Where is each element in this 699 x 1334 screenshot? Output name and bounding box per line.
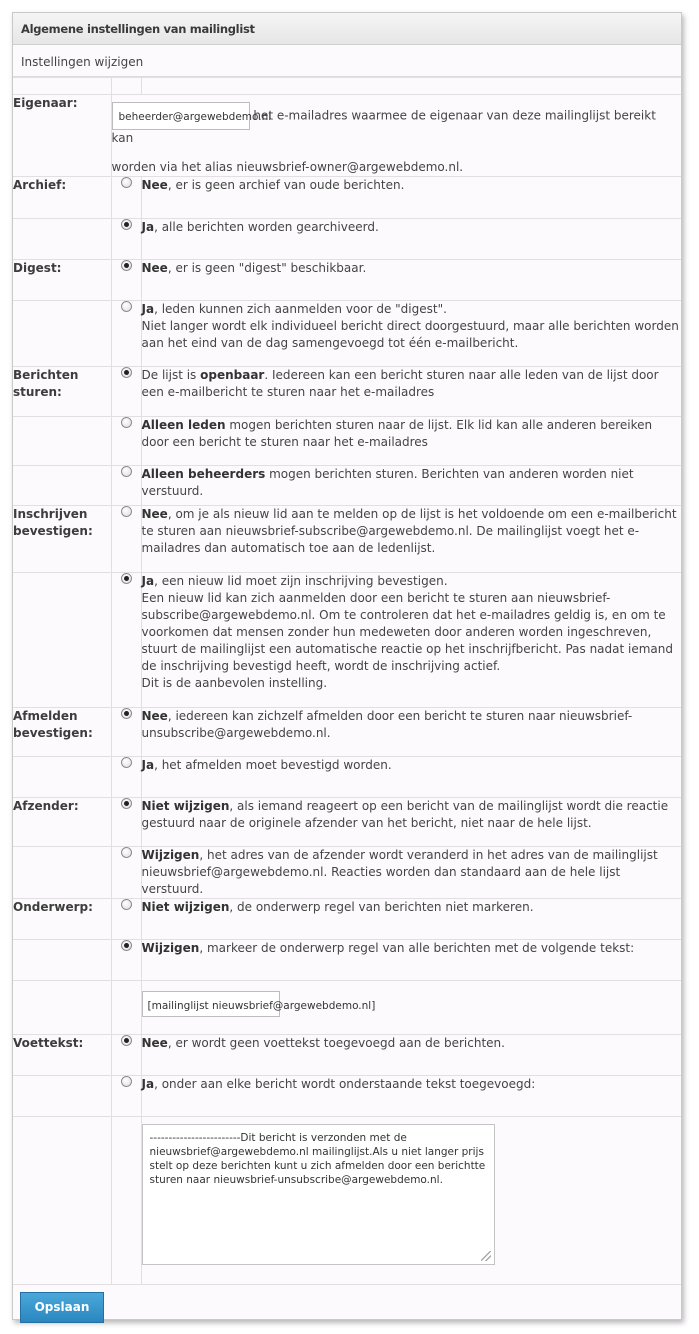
subscribe-row-yes (13, 573, 681, 708)
sender-change-radio[interactable] (121, 847, 132, 858)
owner-alias-text: worden via het alias nieuwsbrief-owner@argewebdemo.nl. (111, 160, 464, 174)
settings-table (13, 77, 681, 1284)
panel-subtitle: Instellingen wijzigen (13, 45, 681, 77)
sending-label: Berichten sturen: (13, 367, 111, 417)
sender-change-text: Wijzigen, het adres van de afzender wordt veranderd in het adres van de mailinglijst nieuwsbrief@argewebdemo.nl. Reacties worden dan standaard aan de hele lijst verstuurd. (141, 847, 681, 899)
sending-members-text: Alleen leden mogen berichten sturen naar de lijst. Elk lid kan alle anderen bereiken door een bericht te sturen naar het e-mailadres (141, 417, 681, 466)
subject-row-change (13, 940, 681, 981)
digest-label: Digest: (13, 260, 111, 301)
footer-no-radio[interactable] (121, 1035, 132, 1046)
unsubscribe-yes-text: Ja, het afmelden moet bevestigd worden. (141, 757, 681, 798)
digest-yes-text: Ja, leden kunnen zich aanmelden voor de "digest". Niet langer wordt elk individueel bericht direct doorgestuurd, maar alle berichten worden aan het eind van de dag samengevoegd tot één e-mailbericht. (141, 301, 681, 367)
sending-row-public (13, 367, 681, 417)
footer-text-row (13, 1117, 681, 1284)
footer-textarea[interactable]: ------------------------Dit bericht is verzonden met de nieuwsbrief@argewebdemo.nl mailinglijst.Als u niet langer prijs stelt op deze berichten kunt u zich afmelden door een berichtte sturen naar nieuwsbrief-unsubscribe@argewebdemo.nl. (142, 1124, 495, 1265)
subject-keep-text: Niet wijzigen, de onderwerp regel van berichten niet markeren. (141, 899, 681, 940)
footer-yes-text: Ja, onder aan elke bericht wordt onderstaande tekst toegevoegd: (141, 1076, 681, 1117)
resize-grip-icon[interactable] (481, 1251, 491, 1261)
footer-no-text: Nee, er wordt geen voettekst toegevoegd aan de berichten. (141, 1035, 681, 1076)
subject-label: Onderwerp: (13, 899, 111, 940)
panel-title: Algemene instellingen van mailinglist (13, 13, 681, 45)
digest-row-no (13, 260, 681, 301)
sender-label: Afzender: (13, 798, 111, 847)
unsubscribe-yes-radio[interactable] (121, 757, 132, 768)
subject-change-text: Wijzigen, markeer de onderwerp regel van alle berichten met de volgende tekst: (141, 940, 681, 981)
sending-admins-radio[interactable] (121, 466, 132, 477)
unsubscribe-no-text: Nee, iedereen kan zichzelf afmelden door een bericht te sturen naar nieuwsbrief-unsubscribe@argewebdemo.nl. (141, 708, 681, 757)
subject-keep-radio[interactable] (121, 899, 132, 910)
digest-no-text: Nee, er is geen "digest" beschikbaar. (141, 260, 681, 301)
owner-description: het e-mailadres waarmee de eigenaar van deze mailinglijst bereikt kan (111, 108, 656, 145)
archive-no-text: Nee, er is geen archief van oude berichten. (141, 177, 681, 219)
archive-label: Archief: (13, 177, 111, 219)
sending-admins-text: Alleen beheerders mogen berichten sturen. Berichten van anderen worden niet verstuurd. (141, 466, 681, 506)
sender-keep-text: Niet wijzigen, als iemand reageert op een bericht van de mailinglijst wordt die reactie gestuurd naar de originele afzender van het bericht, niet naar de hele lijst. (141, 798, 681, 847)
action-bar (13, 1284, 681, 1334)
owner-row (13, 95, 681, 177)
subscribe-yes-text: Ja, een nieuw lid moet zijn inschrijving bevestigen. Een nieuw lid kan zich aanmelden door een bericht te sturen aan nieuwsbrief-subscribe@argewebdemo.nl. Om te controleren dat het e-mailadres geldig is, en om te voorkomen dat mensen zonder hun medeweten door anderen worden ingeschreven, stuurt de mailinglijst een automatische reactie op het inschrijfbericht. Pas nadat iemand de inschrijving bevestigd heeft, wordt de inschrijving actief. Dit is de aanbevolen instelling. (141, 573, 681, 708)
archive-row-no (13, 177, 681, 219)
owner-email-input[interactable]: beheerder@argewebdemo.nl (112, 102, 250, 130)
footer-label: Voettekst: (13, 1035, 111, 1076)
sending-members-radio[interactable] (121, 417, 132, 428)
sending-row-admins (13, 466, 681, 506)
digest-no-radio[interactable] (121, 260, 132, 271)
archive-no-radio[interactable] (121, 177, 132, 188)
spacer-row (13, 78, 681, 95)
subject-change-radio[interactable] (121, 940, 132, 951)
sending-row-members (13, 417, 681, 466)
sending-public-text: De lijst is openbaar. Iedereen kan een bericht sturen naar alle leden van de lijst door een e-mailbericht te sturen naar het e-mailadres (141, 367, 681, 417)
subscribe-no-radio[interactable] (121, 506, 132, 517)
footer-row-yes (13, 1076, 681, 1117)
settings-panel (12, 12, 682, 1320)
unsubscribe-label: Afmelden bevestigen: (13, 708, 111, 757)
unsubscribe-row-no (13, 708, 681, 757)
subscribe-no-text: Nee, om je als nieuw lid aan te melden op de lijst is het voldoende om een e-mailbericht te sturen aan nieuwsbrief-subscribe@argewebdemo.nl. De mailinglijst voegt het e-mailadres dan automatisch toe aan de ledenlijst. (141, 506, 681, 573)
sender-row-keep (13, 798, 681, 847)
digest-row-yes (13, 301, 681, 367)
archive-yes-radio[interactable] (121, 219, 132, 230)
footer-yes-radio[interactable] (121, 1076, 132, 1087)
digest-yes-radio[interactable] (121, 301, 132, 312)
subscribe-yes-radio[interactable] (121, 573, 132, 584)
unsubscribe-row-yes (13, 757, 681, 798)
sender-keep-radio[interactable] (121, 798, 132, 809)
subscribe-row-no (13, 506, 681, 573)
save-button[interactable]: Opslaan (20, 1292, 104, 1323)
footer-row-no (13, 1035, 681, 1076)
sender-row-change (13, 847, 681, 899)
sending-public-radio[interactable] (121, 367, 132, 378)
unsubscribe-no-radio[interactable] (121, 708, 132, 719)
subject-row-keep (13, 899, 681, 940)
owner-label: Eigenaar: (13, 95, 111, 177)
archive-yes-text: Ja, alle berichten worden gearchiveerd. (141, 219, 681, 260)
archive-row-yes (13, 219, 681, 260)
subject-prefix-row (13, 981, 681, 1035)
subscribe-label: Inschrijven bevestigen: (13, 506, 111, 573)
subject-prefix-input[interactable]: [mailinglijst nieuwsbrief@argewebdemo.nl] (142, 991, 280, 1017)
